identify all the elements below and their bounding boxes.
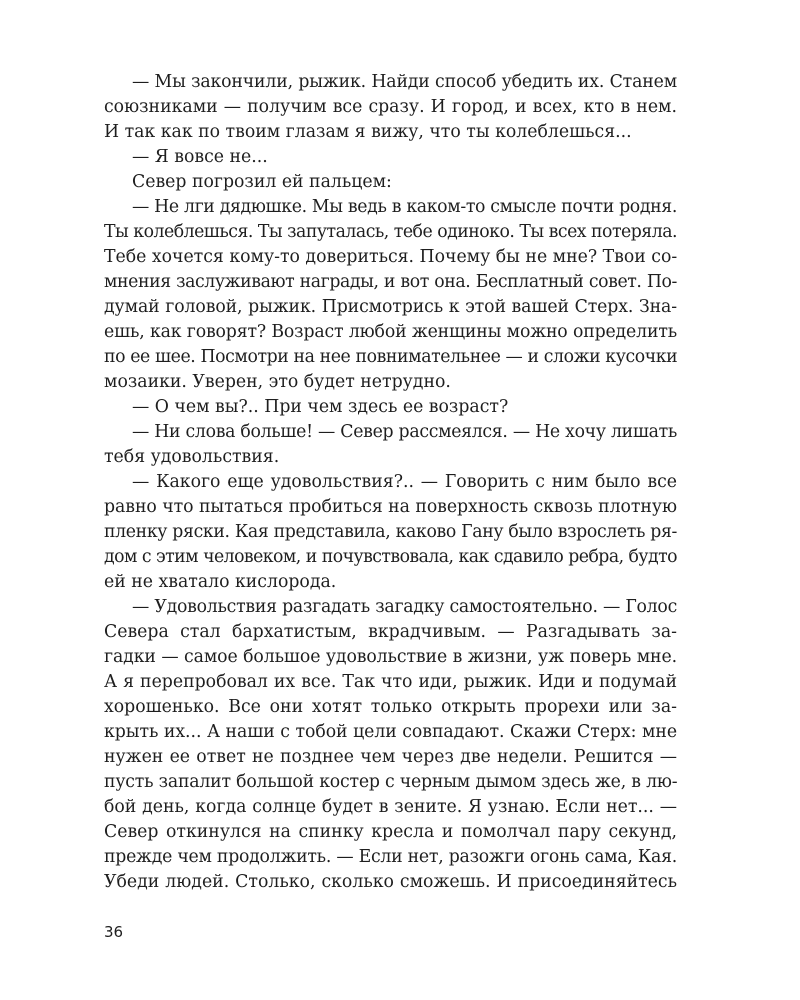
- text-line: Тебе хочется кому-то довериться. Почему бы не мне? Твои со-: [104, 247, 678, 267]
- text-line: Ты колеблешься. Ты запуталась, тебе одиноко. Ты всех потеряла.: [104, 222, 677, 242]
- text-line: дом с этим человеком, и почувствовала, как сдавило ребра, будто: [104, 547, 677, 567]
- text-line: равно что пытаться пробиться на поверхность сквозь плотную: [104, 497, 677, 517]
- text-line: А я перепробовал их все. Так что иди, рыжик. Иди и подумай: [104, 672, 677, 692]
- text-line: союзниками — получим все сразу. И город, и всех, кто в нем.: [104, 97, 677, 117]
- text-line: — Не лги дядюшке. Мы ведь в каком-то смысле почти родня.: [132, 197, 677, 217]
- text-line: пленку ряски. Кая представила, каково Гану было взрослеть ря-: [104, 522, 677, 542]
- text-line: нужен ее ответ не позднее чем через две недели. Решится —: [104, 747, 677, 767]
- page-number: 36: [104, 923, 124, 941]
- text-line: ей не хватало кислорода.: [104, 572, 337, 592]
- text-line: мнения заслуживают награды, и вот она. Бесплатный совет. По-: [104, 272, 677, 292]
- text-line: Север погрозил ей пальцем:: [132, 172, 392, 192]
- text-line: прежде чем продолжить. — Если нет, разожги огонь сама, Кая.: [104, 847, 677, 867]
- text-line: думай головой, рыжик. Присмотрись к этой вашей Стерх. Зна-: [104, 297, 677, 317]
- text-line: тебя удовольствия.: [104, 447, 280, 467]
- text-line: ешь, как говорят? Возраст любой женщины можно определить: [104, 322, 677, 342]
- text-line: крыть их... А наши с тобой цели совпадают. Скажи Стерх: мне: [104, 722, 677, 742]
- text-line: — Ни слова больше! — Север рассмеялся. — Не хочу лишать: [132, 422, 677, 442]
- text-line: — Мы закончили, рыжик. Найди способ убедить их. Станем: [132, 72, 677, 92]
- text-line: Убеди людей. Столько, сколько сможешь. И присоединяйтесь: [104, 872, 677, 892]
- text-line: И так как по твоим глазам я вижу, что ты колеблешься...: [104, 122, 632, 142]
- text-line: — Удовольствия разгадать загадку самостоятельно. — Голос: [132, 597, 677, 617]
- text-line: — О чем вы?.. При чем здесь ее возраст?: [132, 397, 509, 417]
- text-line: бой день, когда солнце будет в зените. Я узнаю. Если нет... —: [104, 797, 677, 817]
- text-line: по ее шее. Посмотри на нее повнимательнее — и сложи кусочки: [104, 347, 678, 367]
- text-line: — Я вовсе не...: [132, 147, 268, 167]
- text-line: гадки — самое большое удовольствие в жизни, уж поверь мне.: [104, 647, 677, 667]
- text-line: — Какого еще удовольствия?.. — Говорить с ним было все: [132, 472, 677, 492]
- text-line: Севера стал бархатистым, вкрадчивым. — Разгадывать за-: [104, 622, 677, 642]
- text-line: Север откинулся на спинку кресла и помолчал пару секунд,: [104, 822, 677, 842]
- text-line: хорошенько. Все они хотят только открыть прорехи или за-: [104, 697, 677, 717]
- text-line: пусть запалит большой костер с черным дымом здесь же, в лю-: [104, 772, 678, 792]
- text-line: мозаики. Уверен, это будет нетрудно.: [104, 372, 451, 392]
